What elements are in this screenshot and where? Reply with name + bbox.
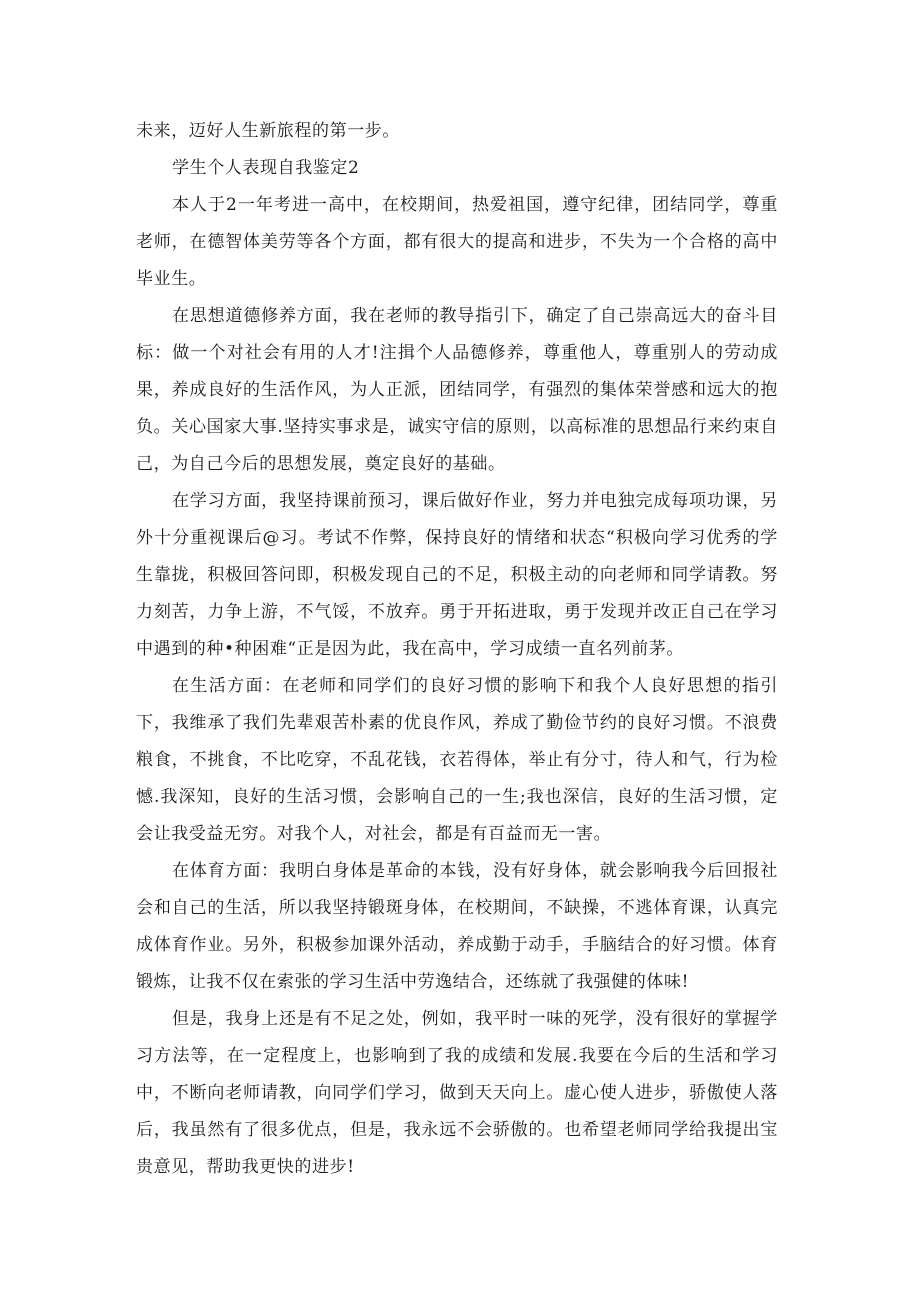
continuation-line: 未来，迈好人生新旅程的第一步。: [136, 121, 400, 141]
section-heading: 学生个人表现自我鉴定2: [172, 158, 360, 178]
paragraph-sports: 在体育方面：我明白身体是革命的本钱，没有好身体，就会影响我今后回报社会和自己的生活，所以我坚持锻斑身体，在校期间，不缺操，不逃体育课，认真完成体育作业。另外，积极参加课外活动，养成勤于动手，手脑结合的好习惯。体育锻炼，让我不仅在索张的学习生活中劳逸结合，还练就了我强健的体味!: [136, 861, 778, 992]
paragraph-study: 在学习方面，我坚持课前预习，课后做好作业，努力并电独完成每项功课，另外十分重视课后@习。考试不作弊，保持良好的情绪和状态“积极向学习优秀的学生靠拢，积极回答问即，积极发现自己的不足，积极主动的向老师和同学请教。努力刻苦，力争上游，不气馁，不放弃。勇于开拓进取，勇于发现并改正自己在学习中遇到的种•种困难“正是因为此，我在高中，学习成绩一直名列前茅。: [136, 491, 778, 659]
document-body: [136, 113, 778, 1186]
paragraph-moral: 在思想道德修养方面，我在老师的教导指引下，确定了自己崇高远大的奋斗目标：做一个对社会有用的人才!注揖个人品德修养，尊重他人，尊重别人的劳动成果，养成良好的生活作风，为人正派，团结同学，有强烈的集体荣誉感和远大的抱负。关心国家大事.坚持实事求是，诚实守信的原则，以高标准的思想品行来约束自己，为自己今后的思想发展，奠定良好的基础。: [136, 306, 778, 474]
paragraph-life: 在生活方面：在老师和同学们的良好习惯的影响下和我个人良好思想的指引下，我维承了我们先辈艰苦朴素的优良作风，养成了勤俭节约的良好习惯。不浪费粮食，不挑食，不比吃穿，不乱花钱，衣若得体，举止有分寸，待人和气，行为检憾.我深知，良好的生活习惯，会影响自己的一生;我也深信，良好的生活习惯，定会让我受益无穷。对我个人，对社会，都是有百益而无一害。: [136, 676, 778, 844]
paragraph-shortcomings: 但是，我身上还是有不足之处，例如，我平时一味的死学，没有很好的掌握学习方法等，在一定程度上，也影响到了我的成绩和发展.我要在今后的生活和学习中，不断向老师请教，向同学们学习，做到天天向上。虚心使人进步，骄傲使人落后，我虽然有了很多优点，但是，我永远不会骄傲的。也希望老师同学给我提出宝贵意见，帮助我更快的进步!: [136, 1009, 778, 1177]
paragraph-intro: 本人于2一年考进一高中，在校期间，热爱祖国，遵守纪律，团结同学，尊重老师，在德智体美劳等各个方面，都有很大的提高和进步，不失为一个合格的高中毕业生。: [136, 195, 778, 289]
